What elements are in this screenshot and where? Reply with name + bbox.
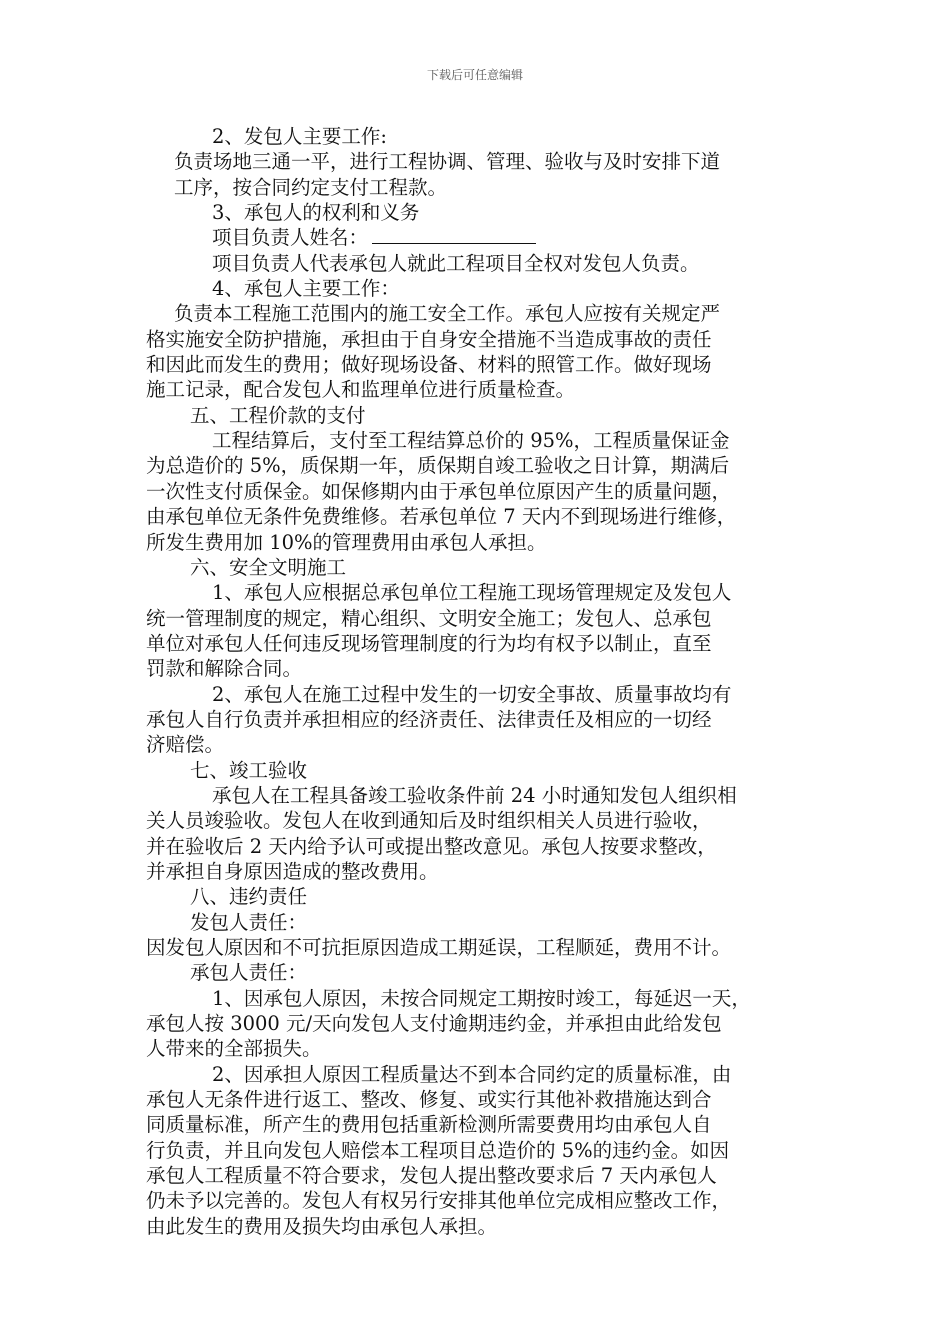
text-line-content: 项目负责人姓名： — [212, 226, 369, 250]
text-line-content: 承包人在工程具备竣工验收条件前 24 小时通知发包人组织相 — [212, 783, 737, 807]
header-note: 下载后可任意编辑 — [426, 68, 523, 82]
text-line — [146, 175, 826, 200]
text-line-content: 行负责，并且向发包人赔偿本工程项目总造价的 5%的违约金。如因 — [146, 1138, 730, 1162]
text-line — [146, 327, 826, 352]
text-line-content: 3、承包人的权利和义务 — [212, 201, 420, 225]
text-line-content: 八、违约责任 — [190, 885, 308, 909]
text-line — [146, 1011, 826, 1036]
text-line-content: 因发包人原因和不可抗拒原因造成工期延误，工程顺延，费用不计。 — [146, 936, 732, 959]
text-line — [146, 453, 826, 478]
text-line — [146, 656, 826, 681]
text-line-content: 2、发包人主要工作: — [212, 125, 387, 148]
text-line-content: 负责本工程施工范围内的施工安全工作。承包人应按有关规定严 — [174, 302, 721, 326]
text-line-content: 所发生费用加 10%的管理费用由承包人承担。 — [146, 530, 547, 554]
text-line-content: 施工记录，配合发包人和监理单位进行质量检查。 — [146, 378, 576, 402]
text-line — [146, 834, 826, 859]
text-line — [146, 403, 826, 428]
text-line — [146, 200, 826, 225]
text-line-content: 同质量标准，所产生的费用包括重新检测所需要费用均由承包人自 — [146, 1113, 712, 1137]
text-line-content: 并在验收后 2 天内给予认可或提出整改意见。承包人按要求整改， — [146, 834, 717, 858]
text-line — [146, 276, 826, 301]
text-line-content: 1、因承包人原因，未按合同规定工期按时竣工，每延迟一天， — [212, 986, 751, 1010]
text-line — [146, 124, 826, 149]
text-line-content: 一次性支付质保金。如保修期内由于承包单位原因产生的质量问题， — [146, 479, 732, 503]
text-line-content: 由承包单位无条件免费维修。若承包单位 7 天内不到现场进行维修， — [146, 505, 737, 529]
text-line-content: 和因此而发生的费用；做好现场设备、材料的照管工作。做好现场 — [146, 353, 712, 377]
text-line — [146, 352, 826, 377]
text-line-content: 仍未予以完善的。发包人有权另行安排其他单位完成相应整改工作， — [146, 1189, 732, 1213]
text-line-content: 格实施安全防护措施，承担由于自身安全措施不当造成事故的责任 — [146, 327, 712, 351]
text-line-content: 工程结算后，支付至工程结算总价的 95%，工程质量保证金 — [212, 429, 730, 453]
text-line — [146, 1112, 826, 1137]
text-line-content: 承包人按 3000 元/天向发包人支付逾期违约金，并承担由此给发包 — [146, 1012, 722, 1036]
text-line-content: 并承担自身原因造成的整改费用。 — [146, 859, 439, 883]
text-line — [146, 859, 826, 884]
text-line — [146, 808, 826, 833]
text-line-content: 承包人责任： — [190, 961, 308, 985]
text-line-content: 承包人无条件进行返工、整改、修复、或实行其他补救措施达到合 — [146, 1088, 712, 1112]
fill-in-blank — [372, 225, 536, 244]
text-line-content: 2、承包人在施工过程中发生的一切安全事故、质量事故均有 — [212, 682, 732, 706]
text-line-content: 工序，按合同约定支付工程款。 — [174, 175, 448, 199]
text-line — [146, 555, 826, 580]
text-line-content: 统一管理制度的规定，精心组织、文明安全施工；发包人、总承包 — [146, 606, 712, 630]
text-line-content: 4、承包人主要工作： — [212, 277, 400, 301]
text-line — [146, 1214, 826, 1239]
text-line — [146, 935, 826, 960]
text-line — [146, 884, 826, 909]
text-line-content: 为总造价的 5%，质保期一年，质保期自竣工验收之日计算，期满后 — [146, 454, 730, 478]
text-line — [146, 580, 826, 605]
text-line — [146, 301, 826, 326]
text-line-content: 由此发生的费用及损失均由承包人承担。 — [146, 1214, 498, 1238]
text-line — [146, 530, 826, 555]
text-line — [146, 758, 826, 783]
text-line — [146, 606, 826, 631]
document-body — [146, 124, 826, 1239]
text-line — [146, 986, 826, 1011]
text-line-content: 关人员竣验收。发包人在收到通知后及时组织相关人员进行验收， — [146, 809, 712, 833]
text-line-content: 七、竣工验收 — [190, 758, 308, 782]
text-line — [146, 504, 826, 529]
text-line-content: 承包人工程质量不符合要求，发包人提出整改要求后 7 天内承包人 — [146, 1164, 717, 1188]
text-line-content: 人带来的全部损失。 — [146, 1037, 322, 1061]
text-line-content: 发包人责任： — [190, 910, 308, 934]
text-line — [146, 428, 826, 453]
text-line — [146, 225, 826, 250]
text-line — [146, 707, 826, 732]
text-line — [146, 1163, 826, 1188]
text-line — [146, 783, 826, 808]
text-line — [146, 732, 826, 757]
text-line-content: 承包人自行负责并承担相应的经济责任、法律责任及相应的一切经 — [146, 707, 712, 731]
text-line — [146, 479, 826, 504]
text-line-content: 六、安全文明施工 — [190, 555, 347, 579]
text-line — [146, 1188, 826, 1213]
text-line — [146, 149, 826, 174]
text-line — [146, 1062, 826, 1087]
text-line — [146, 1138, 826, 1163]
text-line — [146, 960, 826, 985]
text-line-content: 项目负责人代表承包人就此工程项目全权对发包人负责。 — [212, 251, 700, 275]
text-line-content: 五、工程价款的支付 — [190, 403, 366, 427]
text-line — [146, 251, 826, 276]
text-line — [146, 377, 826, 402]
text-line-content: 罚款和解除合同。 — [146, 657, 303, 681]
text-line-content: 济赔偿。 — [146, 733, 225, 757]
text-line — [146, 910, 826, 935]
text-line — [146, 1036, 826, 1061]
text-line-content: 负责场地三通一平，进行工程协调、管理、验收与及时安排下道 — [174, 150, 721, 174]
text-line-content: 单位对承包人任何违反现场管理制度的行为均有权予以制止，直至 — [146, 631, 712, 655]
text-line — [146, 631, 826, 656]
text-line-content: 1、承包人应根据总承包单位工程施工现场管理规定及发包人 — [212, 581, 732, 605]
text-line-content: 2、因承担人原因工程质量达不到本合同约定的质量标准，由 — [212, 1062, 732, 1086]
text-line — [146, 1087, 826, 1112]
text-line — [146, 682, 826, 707]
